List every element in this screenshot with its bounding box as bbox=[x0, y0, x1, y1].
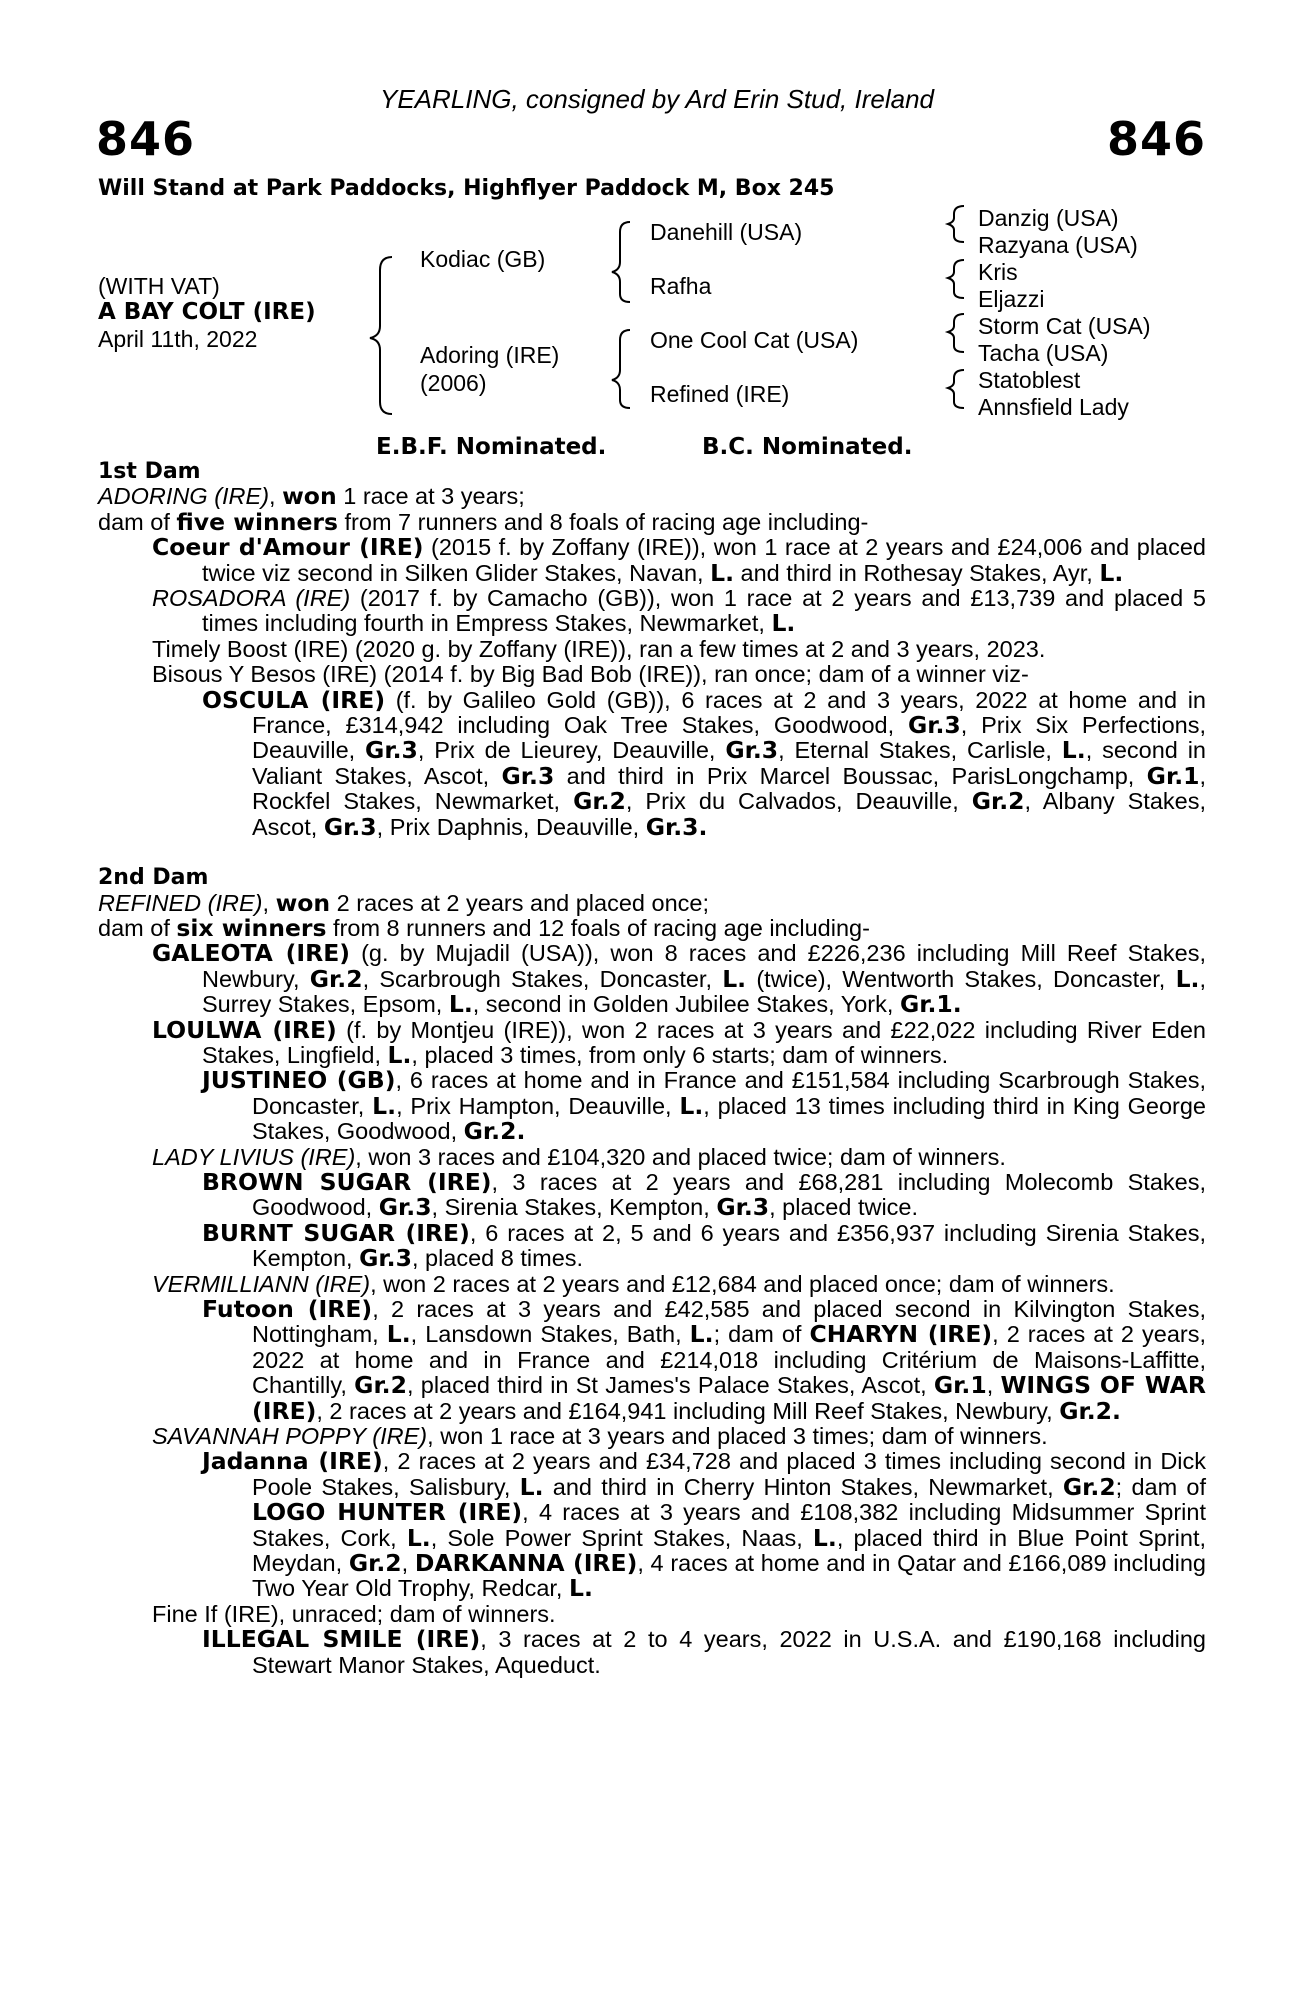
second-dam-heading: 2nd Dam bbox=[98, 865, 209, 891]
brace-main bbox=[370, 257, 392, 414]
pedigree-dam: Adoring (IRE) bbox=[420, 342, 560, 368]
brace-dam bbox=[612, 330, 630, 408]
produce-fine-if: Fine If (IRE), unraced; dam of winners. bbox=[152, 1600, 556, 1627]
brace-ds bbox=[948, 314, 964, 352]
pedigree-dam-sire: One Cool Cat (USA) bbox=[650, 327, 859, 353]
produce-oscula: OSCULA (IRE) (f. by Galileo Gold (GB)), 6 races at 2 and 3 years, 2022 at home and in France, £314,942 including Oak Tree Stakes, Goodwood, Gr.3, Prix Six Perfections, Deauville, Gr.3, Prix de Lieurey, Deauville, Gr.3, Eternal Stakes, Carlisle, L., second in Valiant Stakes, Ascot, Gr.3 and third in Prix Marcel Boussac, ParisLongchamp, Gr.1, Rockfel Stakes, Newmarket, Gr.2, Prix du Calvados, Deauville, Gr.2, Albany Stakes, Ascot, Gr.3, Prix Daphnis, Deauville, Gr.3. bbox=[202, 685, 1207, 841]
produce-futoon: Futoon (IRE), 2 races at 3 years and £42,585 and placed second in Kilvington Stakes, Nottingham, L., Lansdown Stakes, Bath, L.; dam of CHARYN (IRE), 2 races at 2 years, 2022 at home and in France and £214,018 including Critérium de Maisons-Laffitte, Chantilly, Gr.2, placed third in St James's Palace Stakes, Ascot, Gr.1, WINGS OF WAR (IRE), 2 races at 2 years and £164,941 including Mill Reef Stakes, Newbury, Gr.2. bbox=[202, 1295, 1207, 1425]
second-dam-intro: REFINED (IRE), won 2 races at 2 years and placed once; bbox=[98, 888, 710, 917]
produce-rosadora: ROSADORA (IRE) (2017 f. by Camacho (GB)), won 1 race at 2 years and £13,739 and placed 5 times including fourth in Empress Stakes, Newmarket, L. bbox=[152, 585, 1206, 638]
pedigree-sss: Danzig (USA) bbox=[978, 205, 1119, 231]
produce-illegal-smile: ILLEGAL SMILE (IRE), 3 races at 2 to 4 years, 2022 in U.S.A. and £190,168 including Stewart Manor Stakes, Aqueduct. bbox=[202, 1625, 1207, 1678]
pedigree-dam-dam: Refined (IRE) bbox=[650, 381, 790, 407]
produce-burnt-sugar: BURNT SUGAR (IRE), 6 races at 2, 5 and 6 years and £356,937 including Sirenia Stakes, Kempton, Gr.3, placed 8 times. bbox=[202, 1218, 1206, 1273]
first-dam-intro: ADORING (IRE), won 1 race at 3 years; bbox=[98, 482, 525, 511]
lot-number-left: 846 bbox=[96, 112, 196, 166]
first-dam-produce: dam of five winners from 7 runners and 8 foals of racing age including- bbox=[98, 507, 869, 536]
brace-ss bbox=[948, 206, 964, 242]
produce-coeur-damour: Coeur d'Amour (IRE) (2015 f. by Zoffany (IRE)), won 1 race at 2 years and £24,006 and placed twice viz second in Silken Glider Stakes, Navan, L. and third in Rothesay Stakes, Ayr, L. bbox=[152, 533, 1206, 587]
brace-sd bbox=[948, 260, 964, 298]
consignment-line: YEARLING, consigned by Ard Erin Stud, Ireland bbox=[380, 84, 934, 114]
produce-loulwa: LOULWA (IRE) (f. by Montjeu (IRE)), won 2 races at 3 years and £22,022 including River Eden Stakes, Lingfield, L., placed 3 times, from only 6 starts; dam of winners. bbox=[152, 1015, 1206, 1069]
produce-timely-boost: Timely Boost (IRE) (2020 g. by Zoffany (IRE)), ran a few times at 2 and 3 years, 2023. bbox=[152, 635, 1046, 662]
produce-galeota: GALEOTA (IRE) (g. by Mujadil (USA)), won 8 races and £226,236 including Mill Reef Stakes, Newbury, Gr.2, Scarbrough Stakes, Doncaster, L. (twice), Wentworth Stakes, Doncaster, L., Surrey Stakes, Epsom, L., second in Golden Jubilee Stakes, York, Gr.1. bbox=[152, 939, 1206, 1019]
produce-vermilliann: VERMILLIANN (IRE), won 2 races at 2 years and £12,684 and placed once; dam of winners. bbox=[152, 1270, 1115, 1297]
vat-note: (WITH VAT) bbox=[98, 273, 220, 299]
pedigree-sdd: Eljazzi bbox=[978, 286, 1045, 312]
pedigree-ssd: Razyana (USA) bbox=[978, 232, 1138, 258]
pedigree-dam-year: (2006) bbox=[420, 370, 487, 396]
lot-number-right: 846 bbox=[1106, 112, 1206, 166]
pedigree-ddd: Annsfield Lady bbox=[978, 394, 1129, 420]
catalogue-body bbox=[98, 459, 1206, 1678]
produce-brown-sugar: BROWN SUGAR (IRE), 3 races at 2 years and £68,281 including Molecomb Stakes, Goodwood, Gr.3, Sirenia Stakes, Kempton, Gr.3, placed twice. bbox=[202, 1167, 1206, 1222]
pedigree-dsd: Tacha (USA) bbox=[978, 340, 1109, 366]
produce-lady-livius: LADY LIVIUS (IRE), won 3 races and £104,320 and placed twice; dam of winners. bbox=[152, 1143, 1006, 1170]
pedigree-sire: Kodiac (GB) bbox=[420, 246, 546, 272]
lot-title: A BAY COLT (IRE) bbox=[98, 299, 316, 325]
pedigree-sds: Kris bbox=[978, 259, 1018, 285]
stand-location: Will Stand at Park Paddocks, Highflyer Paddock M, Box 245 bbox=[98, 176, 835, 201]
produce-bisous-y-besos: Bisous Y Besos (IRE) (2014 f. by Big Bad Bob (IRE)), ran once; dam of a winner viz- bbox=[152, 661, 1029, 688]
ebf-nomination: E.B.F. Nominated. bbox=[376, 434, 607, 460]
pedigree-dss: Storm Cat (USA) bbox=[978, 313, 1151, 339]
produce-savannah-poppy: SAVANNAH POPPY (IRE), won 1 race at 3 years and placed 3 times; dam of winners. bbox=[152, 1423, 1048, 1450]
pedigree-sire-dam: Rafha bbox=[650, 273, 712, 299]
brace-dd bbox=[948, 370, 964, 408]
bc-nomination: B.C. Nominated. bbox=[702, 434, 913, 460]
brace-sire bbox=[612, 222, 630, 302]
foaling-date: April 11th, 2022 bbox=[98, 326, 258, 352]
pedigree-sire-sire: Danehill (USA) bbox=[650, 219, 803, 245]
pedigree-dds: Statoblest bbox=[978, 367, 1081, 393]
produce-jadanna: Jadanna (IRE), 2 races at 2 years and £34,728 and placed 3 times including second in Dick Poole Stakes, Salisbury, L. and third in Cherry Hinton Stakes, Newmarket, Gr.2; dam of LOGO HUNTER (IRE), 4 races at 3 years and £108,382 including Midsummer Sprint Stakes, Cork, L., Sole Power Sprint Stakes, Naas, L., placed third in Blue Point Sprint, Meydan, Gr.2, DARKANNA (IRE), 4 races at home and in Qatar and £166,089 including Two Year Old Trophy, Redcar, L. bbox=[202, 1447, 1207, 1603]
second-dam-produce: dam of six winners from 8 runners and 12 foals of racing age including- bbox=[98, 913, 870, 942]
first-dam-heading: 1st Dam bbox=[98, 459, 201, 484]
produce-justineo: JUSTINEO (GB), 6 races at home and in France and £151,584 including Scarbrough Stakes, Doncaster, L., Prix Hampton, Deauville, L., placed 13 times including third in King George Stakes, Goodwood, Gr.2. bbox=[202, 1066, 1206, 1146]
